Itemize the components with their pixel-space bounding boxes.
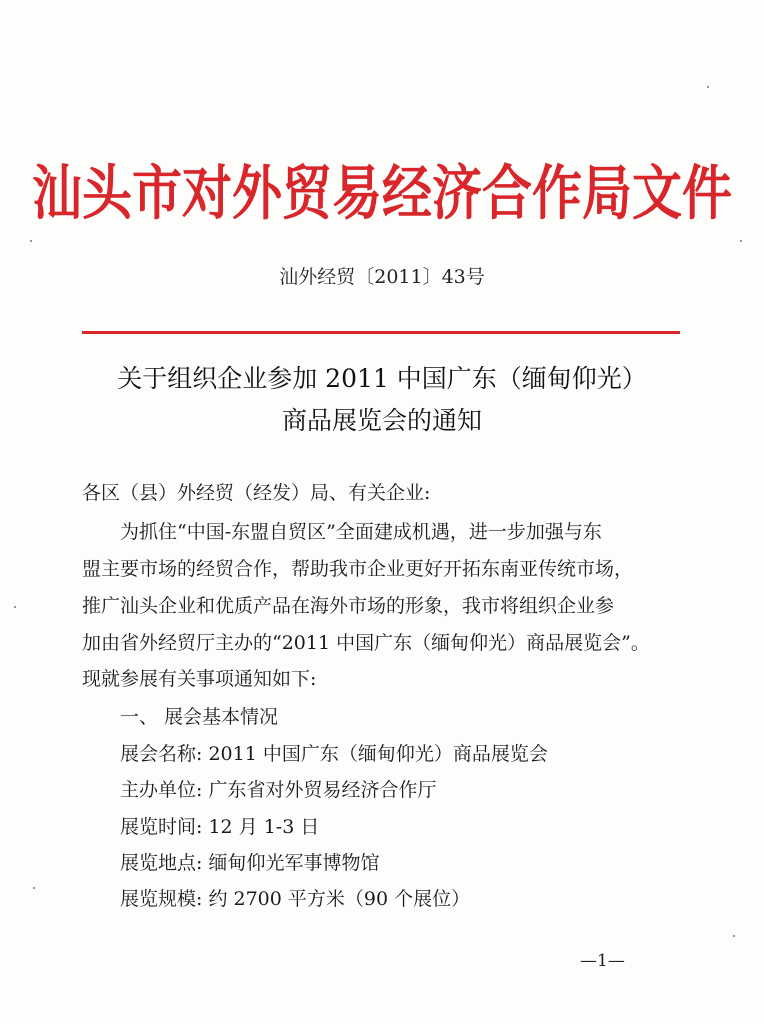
scan-speck: [14, 606, 16, 608]
red-separator-line: [82, 331, 680, 334]
detail-line: 主办单位: 广东省对外贸易经济合作厅: [120, 779, 437, 801]
page-number: —1—: [580, 951, 625, 971]
paragraph-line: 现就参展有关事项通知如下:: [82, 668, 317, 690]
section-heading: 一、 展会基本情况: [120, 706, 279, 728]
document-title-line-2: 商品展览会的通知: [281, 406, 482, 435]
document-title-line-1: 关于组织企业参加 2011 中国广东（缅甸仰光）: [117, 364, 647, 393]
scan-speck: [740, 240, 742, 242]
paragraph-line: 加由省外经贸厅主办的“2011 中国广东（缅甸仰光）商品展览会”。: [82, 632, 650, 654]
detail-line: 展览地点: 缅甸仰光军事博物馆: [120, 852, 380, 874]
detail-line: 展会名称: 2011 中国广东（缅甸仰光）商品展览会: [120, 743, 548, 765]
detail-line: 展览时间: 12 月 1-3 日: [120, 816, 320, 838]
salutation: 各区（县）外经贸（经发）局、有关企业:: [82, 482, 431, 504]
detail-line: 展览规模: 约 2700 平方米（90 个展位）: [120, 888, 471, 910]
scan-speck: [30, 240, 32, 242]
paragraph-line: 为抓住“中国-东盟自贸区”全面建成机遇，进一步加强与东: [120, 521, 602, 543]
scan-speck: [707, 86, 709, 88]
paragraph-line: 推广汕头企业和优质产品在海外市场的形象，我市将组织企业参: [82, 595, 615, 617]
issuing-authority-header: 汕头市对外贸易经济合作局文件: [32, 158, 732, 228]
paragraph-line: 盟主要市场的经贸合作，帮助我市企业更好开拓东南亚传统市场，: [82, 558, 634, 580]
scan-speck: [33, 887, 35, 889]
document-number: 汕外经贸〔2011〕43号: [279, 266, 485, 288]
scan-speck: [733, 935, 735, 937]
